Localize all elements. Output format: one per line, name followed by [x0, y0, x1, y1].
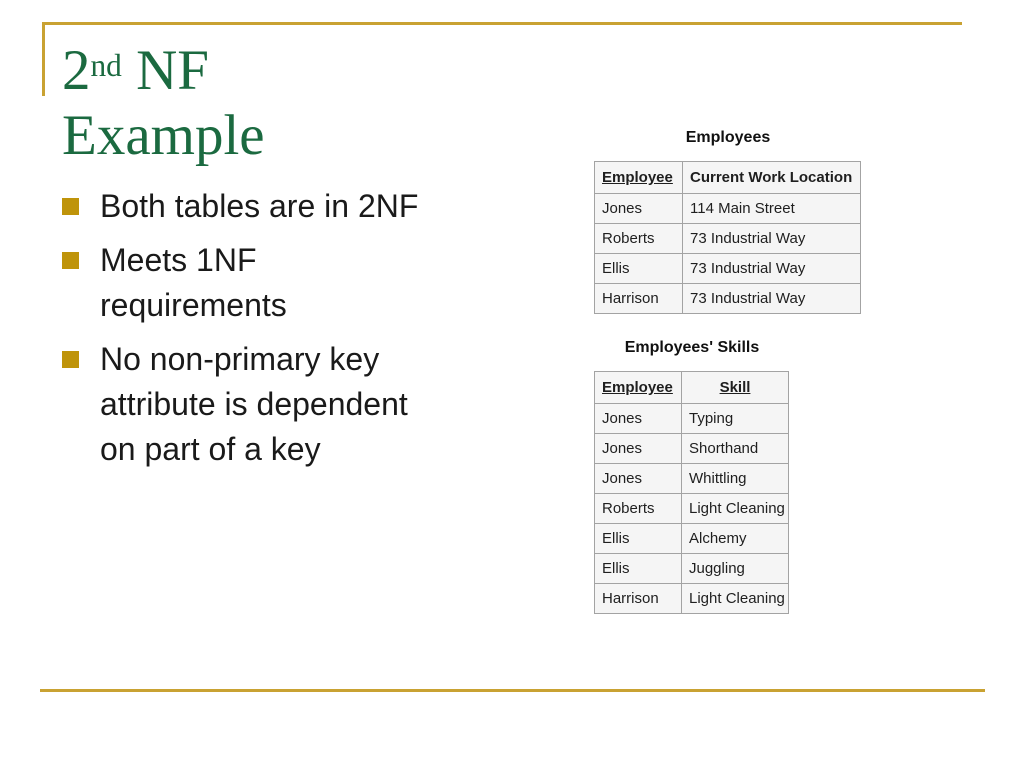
table-row	[595, 554, 789, 584]
table-cell: 114 Main Street	[683, 194, 861, 224]
employees-table-section	[594, 129, 862, 314]
table-cell: 73 Industrial Way	[683, 224, 861, 254]
bullet-text: No non-primary key attribute is dependent on part of a key	[100, 341, 408, 467]
table-row	[595, 254, 861, 284]
title-line1-pre: 2	[62, 39, 91, 103]
table-row	[595, 524, 789, 554]
table-cell: Light Cleaning	[682, 584, 789, 614]
employees-skills-table-section	[594, 339, 790, 614]
table-title: Employees' Skills	[624, 339, 760, 356]
table-cell: Jones	[595, 434, 682, 464]
table-cell: Roberts	[595, 494, 682, 524]
bottom-accent-line	[40, 689, 985, 692]
table-cell: Ellis	[595, 554, 682, 584]
left-accent-line	[42, 22, 45, 96]
table-cell: Juggling	[682, 554, 789, 584]
table-row	[595, 284, 861, 314]
table-cell: Shorthand	[682, 434, 789, 464]
title-line2: Example	[62, 104, 265, 168]
table-row	[595, 494, 789, 524]
table-cell: Light Cleaning	[682, 494, 789, 524]
table-cell: Typing	[682, 404, 789, 434]
column-header: Current Work Location	[683, 162, 861, 194]
table-cell: Ellis	[595, 524, 682, 554]
bullet-list	[62, 184, 542, 481]
top-accent-line	[42, 22, 962, 25]
table-cell: Roberts	[595, 224, 683, 254]
column-header: Skill	[682, 372, 789, 404]
table-row	[595, 584, 789, 614]
bullet-item	[62, 337, 542, 472]
table-row	[595, 194, 861, 224]
bullet-item	[62, 238, 542, 328]
bullet-text: Both tables are in 2NF	[100, 188, 419, 224]
employees-skills-table	[594, 371, 789, 614]
table-cell: Jones	[595, 194, 683, 224]
table-row	[595, 434, 789, 464]
title-line1-post: NF	[121, 39, 209, 103]
bullet-text: Meets 1NF requirements	[100, 242, 287, 323]
table-cell: Jones	[595, 404, 682, 434]
table-row	[595, 464, 789, 494]
table-cell: Harrison	[595, 584, 682, 614]
table-row	[595, 404, 789, 434]
table-row	[595, 224, 861, 254]
table-cell: Ellis	[595, 254, 683, 284]
table-title: Employees	[685, 129, 771, 146]
table-cell: Alchemy	[682, 524, 789, 554]
column-header: Employee	[595, 372, 682, 404]
table-header-row	[595, 162, 861, 194]
table-cell: Whittling	[682, 464, 789, 494]
table-cell: 73 Industrial Way	[683, 284, 861, 314]
bullet-square-icon	[62, 198, 79, 215]
table-cell: Jones	[595, 464, 682, 494]
title-superscript: nd	[90, 48, 122, 83]
bullet-item	[62, 184, 542, 229]
employees-table	[594, 161, 861, 314]
table-cell: 73 Industrial Way	[683, 254, 861, 284]
slide-title	[62, 33, 265, 168]
bullet-square-icon	[62, 351, 79, 368]
column-header: Employee	[595, 162, 683, 194]
table-cell: Harrison	[595, 284, 683, 314]
bullet-square-icon	[62, 252, 79, 269]
table-header-row	[595, 372, 789, 404]
